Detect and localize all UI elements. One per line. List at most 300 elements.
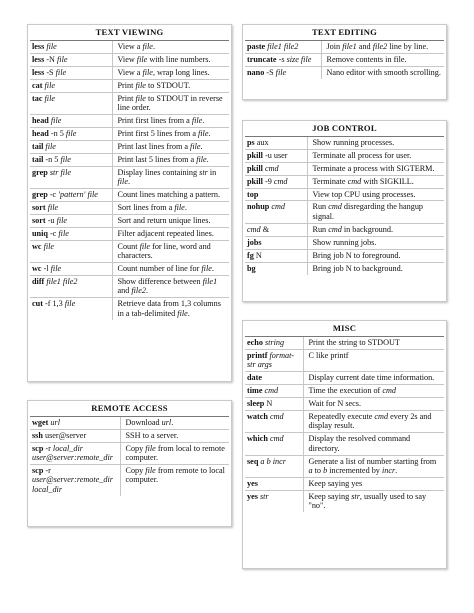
command-cell <box>30 465 120 496</box>
text-segment: View a <box>117 67 143 77</box>
text-segment: every 2s and display result. <box>308 411 432 431</box>
text-segment: ssh <box>32 430 43 440</box>
text-segment: echo <box>247 337 263 347</box>
table-row <box>245 53 444 66</box>
table-row <box>245 201 444 223</box>
text-segment: size file <box>286 54 312 64</box>
description-cell <box>307 162 444 175</box>
text-segment: from remote to local computer. <box>125 466 225 485</box>
text-segment: -f 1,3 <box>42 299 65 309</box>
text-segment: file <box>201 263 212 273</box>
command-cell <box>245 385 303 398</box>
text-segment: N <box>264 398 273 408</box>
command-cell <box>245 372 303 385</box>
text-segment: grep <box>32 167 48 177</box>
text-segment: user@server <box>42 430 87 440</box>
misc-section <box>242 320 447 569</box>
description-cell <box>321 41 444 53</box>
text-segment: b <box>323 466 328 476</box>
text-segment: file <box>275 67 287 77</box>
command-table <box>30 417 229 496</box>
table-row <box>30 227 229 240</box>
command-cell <box>245 337 303 349</box>
description-cell <box>303 385 444 398</box>
text-segment: Print last lines from a <box>117 141 191 151</box>
text-segment: head <box>32 128 49 138</box>
text-segment: diff <box>32 276 45 286</box>
command-cell <box>30 127 112 140</box>
description-cell <box>303 410 444 432</box>
text-segment: file <box>58 228 69 238</box>
table-row <box>30 114 229 127</box>
text-segment: Show running processes. <box>312 137 395 147</box>
text-segment: Print first lines from a <box>117 115 192 125</box>
text-segment: -u <box>45 215 57 225</box>
table-row <box>245 66 444 78</box>
text-segment: file1 file2 <box>267 41 299 51</box>
command-cell <box>245 41 321 53</box>
text-segment: file <box>50 115 62 125</box>
text-segment: cmd <box>273 176 288 186</box>
text-segment: Show difference between <box>117 276 203 286</box>
description-cell <box>112 114 229 127</box>
text-segment: Count number of line for <box>117 263 202 273</box>
text-segment: file <box>191 115 203 125</box>
command-cell <box>30 166 112 188</box>
text-segment: line by line. <box>387 41 429 51</box>
text-segment: cmd <box>264 163 279 173</box>
command-cell <box>30 262 112 275</box>
table-row <box>245 162 444 175</box>
command-cell <box>245 455 303 477</box>
text-segment: disregarding the hangup signal. <box>312 202 424 221</box>
text-segment: cmd <box>271 202 285 212</box>
table-row <box>30 298 229 320</box>
table-row <box>30 79 229 92</box>
command-cell <box>30 153 112 166</box>
text-segment: file <box>44 93 55 103</box>
text-segment: View top CPU using processes. <box>312 189 416 199</box>
text-segment: . <box>127 177 131 187</box>
table-row <box>245 175 444 188</box>
table-row <box>245 433 444 455</box>
description-cell <box>112 214 229 227</box>
description-cell <box>112 275 229 297</box>
command-cell <box>245 188 307 201</box>
text-segment: -S <box>264 67 276 77</box>
description-cell <box>307 188 444 201</box>
text-segment: . <box>200 141 203 151</box>
text-segment: incr <box>381 466 396 476</box>
table-row <box>245 397 444 410</box>
text-segment: date <box>247 373 263 383</box>
description-cell <box>112 127 229 140</box>
text-segment: bg <box>247 263 256 273</box>
command-cell <box>245 66 321 78</box>
command-cell <box>30 53 112 66</box>
text-segment: file <box>135 93 146 103</box>
text-segment: -s <box>276 54 287 64</box>
description-cell <box>303 455 444 477</box>
text-segment: Keep saying yes <box>308 478 363 488</box>
text-segment: Count <box>117 241 140 251</box>
text-segment: Download <box>125 417 162 427</box>
text-segment: which <box>247 434 268 444</box>
text-segment: less <box>32 67 45 77</box>
text-segment: -N <box>44 54 58 64</box>
table-row <box>245 337 444 349</box>
text-segment: file <box>45 141 56 151</box>
text-segment: Terminate <box>312 176 348 186</box>
command-table <box>245 337 444 512</box>
table-row <box>245 249 444 262</box>
command-cell <box>30 41 112 53</box>
text-segment: jobs <box>247 237 262 247</box>
text-segment: watch <box>247 411 268 421</box>
text-segment: Repeatedly execute <box>308 411 375 421</box>
table-row <box>30 140 229 153</box>
text-segment: -9 <box>262 176 274 186</box>
text-segment: Keep saying <box>308 491 352 501</box>
text-segment: Copy <box>125 466 146 476</box>
command-cell <box>30 442 120 464</box>
text-segment: . <box>208 128 211 138</box>
section-title: REMOTE ACCESS <box>30 403 229 417</box>
text-segment: Wait for N secs. <box>308 398 362 408</box>
text-segment: file <box>60 154 71 164</box>
command-cell <box>30 240 112 262</box>
table-row <box>245 188 444 201</box>
text-segment: less <box>32 41 45 51</box>
description-cell <box>112 240 229 262</box>
description-cell <box>112 41 229 53</box>
text-segment: nano <box>247 67 265 77</box>
table-row <box>30 201 229 214</box>
table-row <box>30 240 229 262</box>
text-segment: . <box>206 154 209 164</box>
text-segment: scp <box>32 466 44 476</box>
command-cell <box>245 249 307 262</box>
text-segment: aux <box>254 137 269 147</box>
text-segment: Display the resolved command directory. <box>308 434 411 453</box>
text-segment: Retrieve data from 1,3 columns in a tab-delimited <box>117 299 221 318</box>
text-segment: file1 <box>342 41 357 51</box>
text-segment: for line, word and characters. <box>117 241 211 261</box>
text-segment: View a <box>117 41 143 51</box>
text-segment: file <box>117 177 128 187</box>
text-segment: yes <box>247 478 258 488</box>
description-cell <box>112 166 229 188</box>
description-cell <box>307 149 444 162</box>
description-cell <box>112 188 229 201</box>
text-segment: file2 <box>372 41 388 51</box>
text-segment: -n 5 <box>48 128 66 138</box>
table-row <box>245 385 444 398</box>
text-segment: file <box>142 41 153 51</box>
description-cell <box>112 262 229 275</box>
table-row <box>245 137 444 149</box>
text-segment: cmd <box>269 411 284 421</box>
command-cell <box>245 201 307 223</box>
text-segment: with line numbers. <box>147 54 211 64</box>
text-segment: file <box>177 308 188 318</box>
text-segment: -r <box>43 466 51 476</box>
text-segment: cmd <box>347 176 362 186</box>
command-cell <box>245 149 307 162</box>
text-segment: Terminate a process with SIGTERM. <box>312 163 435 173</box>
text-segment: uniq <box>32 228 48 238</box>
command-cell <box>30 140 112 153</box>
text-segment: and <box>356 41 373 51</box>
description-cell <box>120 417 229 429</box>
description-cell <box>112 153 229 166</box>
table-row <box>245 41 444 53</box>
text-segment: cmd <box>328 224 342 234</box>
text-segment: -c <box>47 189 59 199</box>
text-segment: file <box>145 466 156 476</box>
text-segment: Count lines matching a pattern. <box>117 189 221 199</box>
text-segment: file1 file2 <box>46 276 78 286</box>
table-row <box>30 41 229 53</box>
command-cell <box>245 262 307 274</box>
text-segment: cmd <box>264 386 279 396</box>
text-segment: url <box>50 417 60 427</box>
description-cell <box>303 397 444 410</box>
text-segment: file1 <box>202 276 218 286</box>
text-segment: & <box>260 224 270 234</box>
text-segment: -c <box>47 228 59 238</box>
command-table <box>245 41 444 79</box>
description-cell <box>307 249 444 262</box>
text-segment: file2 <box>131 286 146 296</box>
command-cell <box>245 53 321 66</box>
command-cell <box>30 114 112 127</box>
text-segment: Print last 5 lines from a <box>117 154 197 164</box>
text-segment: -n 5 <box>43 154 61 164</box>
text-segment: str file <box>49 167 71 177</box>
text-segment: . <box>395 466 398 476</box>
text-segment: in <box>207 167 217 177</box>
text-segment: grep <box>32 189 48 199</box>
text-segment: file <box>50 263 62 273</box>
text-segment: cmd <box>269 434 284 444</box>
text-editing-section <box>242 24 447 100</box>
section-title: JOB CONTROL <box>245 123 444 137</box>
command-cell <box>245 397 303 410</box>
text-segment: Time the execution of <box>308 386 383 396</box>
text-segment: file <box>139 241 151 251</box>
text-segment: scp <box>32 443 44 453</box>
table-row <box>30 53 229 66</box>
text-segment: time <box>247 386 263 396</box>
command-cell <box>245 223 307 236</box>
text-segment: file <box>174 202 185 212</box>
table-row <box>30 127 229 140</box>
command-cell <box>245 477 303 490</box>
text-segment: Bring job N to foreground. <box>312 250 401 260</box>
table-row <box>30 166 229 188</box>
text-segment: string <box>264 337 285 347</box>
table-row <box>245 223 444 236</box>
text-segment: . <box>202 115 205 125</box>
description-cell <box>303 433 444 455</box>
text-segment: file <box>43 241 55 251</box>
text-segment: , wrap long lines. <box>152 67 210 77</box>
text-segment: Copy <box>125 443 146 453</box>
text-segment: incremented by <box>327 466 382 476</box>
text-segment: 'pattern' file <box>58 189 98 199</box>
text-segment: to STDOUT. <box>145 80 191 90</box>
description-cell <box>307 223 444 236</box>
text-segment: Bring job N to background. <box>312 263 403 273</box>
description-cell <box>120 442 229 464</box>
text-segment: truncate <box>247 54 277 64</box>
description-cell <box>321 53 444 66</box>
text-segment: tac <box>32 93 43 103</box>
description-cell <box>303 490 444 512</box>
text-segment: -l <box>41 263 51 273</box>
text-segment: Show running jobs. <box>312 237 377 247</box>
text-segment: file <box>64 299 76 309</box>
table-row <box>30 92 229 114</box>
table-row <box>245 262 444 274</box>
table-row <box>245 477 444 490</box>
table-row <box>30 442 229 464</box>
text-segment: file <box>145 443 156 453</box>
table-row <box>245 149 444 162</box>
table-row <box>30 66 229 79</box>
text-segment: Terminate all process for user. <box>312 150 412 160</box>
text-segment: from local to remote computer. <box>125 443 225 463</box>
text-segment: url <box>161 417 172 427</box>
text-segment: sort <box>32 215 46 225</box>
text-segment: tail <box>32 141 44 151</box>
command-cell <box>245 236 307 249</box>
command-cell <box>30 201 112 214</box>
text-segment: file <box>56 215 68 225</box>
description-cell <box>303 349 444 371</box>
description-cell <box>307 262 444 274</box>
text-segment: pkill <box>247 163 263 173</box>
text-segment: str <box>351 491 360 501</box>
text-segment: file <box>198 128 209 138</box>
text-segment: file <box>135 80 146 90</box>
table-row <box>245 236 444 249</box>
text-segment: with SIGKILL. <box>361 176 414 186</box>
text-segment: to <box>312 466 324 476</box>
table-row <box>245 455 444 477</box>
text-segment: head <box>32 115 49 125</box>
text-segment: -S <box>44 67 56 77</box>
text-segment: Print first 5 lines from a <box>117 128 198 138</box>
text-segment: a b incr <box>260 456 286 466</box>
text-segment: local_dir user@server:remote_dir <box>32 443 113 463</box>
job-control-section <box>242 120 447 302</box>
text-segment: . <box>187 308 190 318</box>
text-segment: less <box>32 54 45 64</box>
command-cell <box>30 214 112 227</box>
command-table <box>245 137 444 275</box>
command-cell <box>245 490 303 512</box>
table-row <box>30 214 229 227</box>
text-segment: in background. <box>341 224 394 234</box>
command-cell <box>245 137 307 149</box>
command-cell <box>30 66 112 79</box>
text-segment: Generate a list of number starting from <box>308 456 437 466</box>
text-segment: . <box>184 202 187 212</box>
command-cell <box>30 275 112 297</box>
description-cell <box>120 429 229 442</box>
text-segment: cmd <box>247 224 261 234</box>
text-segment: . <box>211 263 214 273</box>
description-cell <box>303 477 444 490</box>
text-segment: to STDOUT in reverse line order. <box>117 93 223 112</box>
text-segment: Display lines containing <box>117 167 200 177</box>
text-segment: and <box>117 286 132 296</box>
description-cell <box>307 175 444 188</box>
text-segment: cmd <box>328 202 342 212</box>
text-segment: file <box>46 41 57 51</box>
section-title: MISC <box>245 323 444 337</box>
table-row <box>30 262 229 275</box>
text-segment: C like printf <box>308 350 349 360</box>
text-segment: file <box>44 80 55 90</box>
text-segment: -r <box>43 443 53 453</box>
description-cell <box>120 465 229 496</box>
text-segment: Nano editor with smooth scrolling. <box>326 67 441 77</box>
text-segment: Print the string to STDOUT <box>308 337 400 347</box>
text-segment: file <box>57 54 68 64</box>
text-segment: Display current date time information. <box>308 373 435 383</box>
text-segment: nohup <box>247 202 270 212</box>
description-cell <box>307 137 444 149</box>
table-row <box>30 429 229 442</box>
command-cell <box>245 162 307 175</box>
text-segment: SSH to a server. <box>125 430 179 440</box>
command-cell <box>245 433 303 455</box>
text-segment: sort <box>32 202 46 212</box>
command-cell <box>245 349 303 371</box>
description-cell <box>112 140 229 153</box>
command-cell <box>30 417 120 429</box>
text-segment: file <box>55 67 67 77</box>
text-segment: printf <box>247 350 268 360</box>
text-segment: file <box>196 154 207 164</box>
description-cell <box>303 337 444 349</box>
text-segment: . <box>152 41 155 51</box>
command-cell <box>30 92 112 114</box>
text-segment: Join <box>326 41 343 51</box>
command-cell <box>245 175 307 188</box>
text-segment: format-str args <box>247 350 295 370</box>
description-cell <box>112 79 229 92</box>
section-title: TEXT EDITING <box>245 27 444 41</box>
text-segment: file <box>65 128 77 138</box>
text-segment: yes <box>247 491 258 501</box>
text-segment: wc <box>32 241 42 251</box>
text-segment: Remove contents in file. <box>326 54 407 64</box>
description-cell <box>307 201 444 223</box>
text-segment: a <box>308 466 313 476</box>
text-segment: cat <box>32 80 43 90</box>
command-cell <box>30 79 112 92</box>
text-segment: wget <box>32 417 49 427</box>
description-cell <box>112 298 229 320</box>
text-segment: Run <box>312 224 329 234</box>
text-segment: N <box>253 250 262 260</box>
text-segment: file <box>190 141 201 151</box>
description-cell <box>112 92 229 114</box>
